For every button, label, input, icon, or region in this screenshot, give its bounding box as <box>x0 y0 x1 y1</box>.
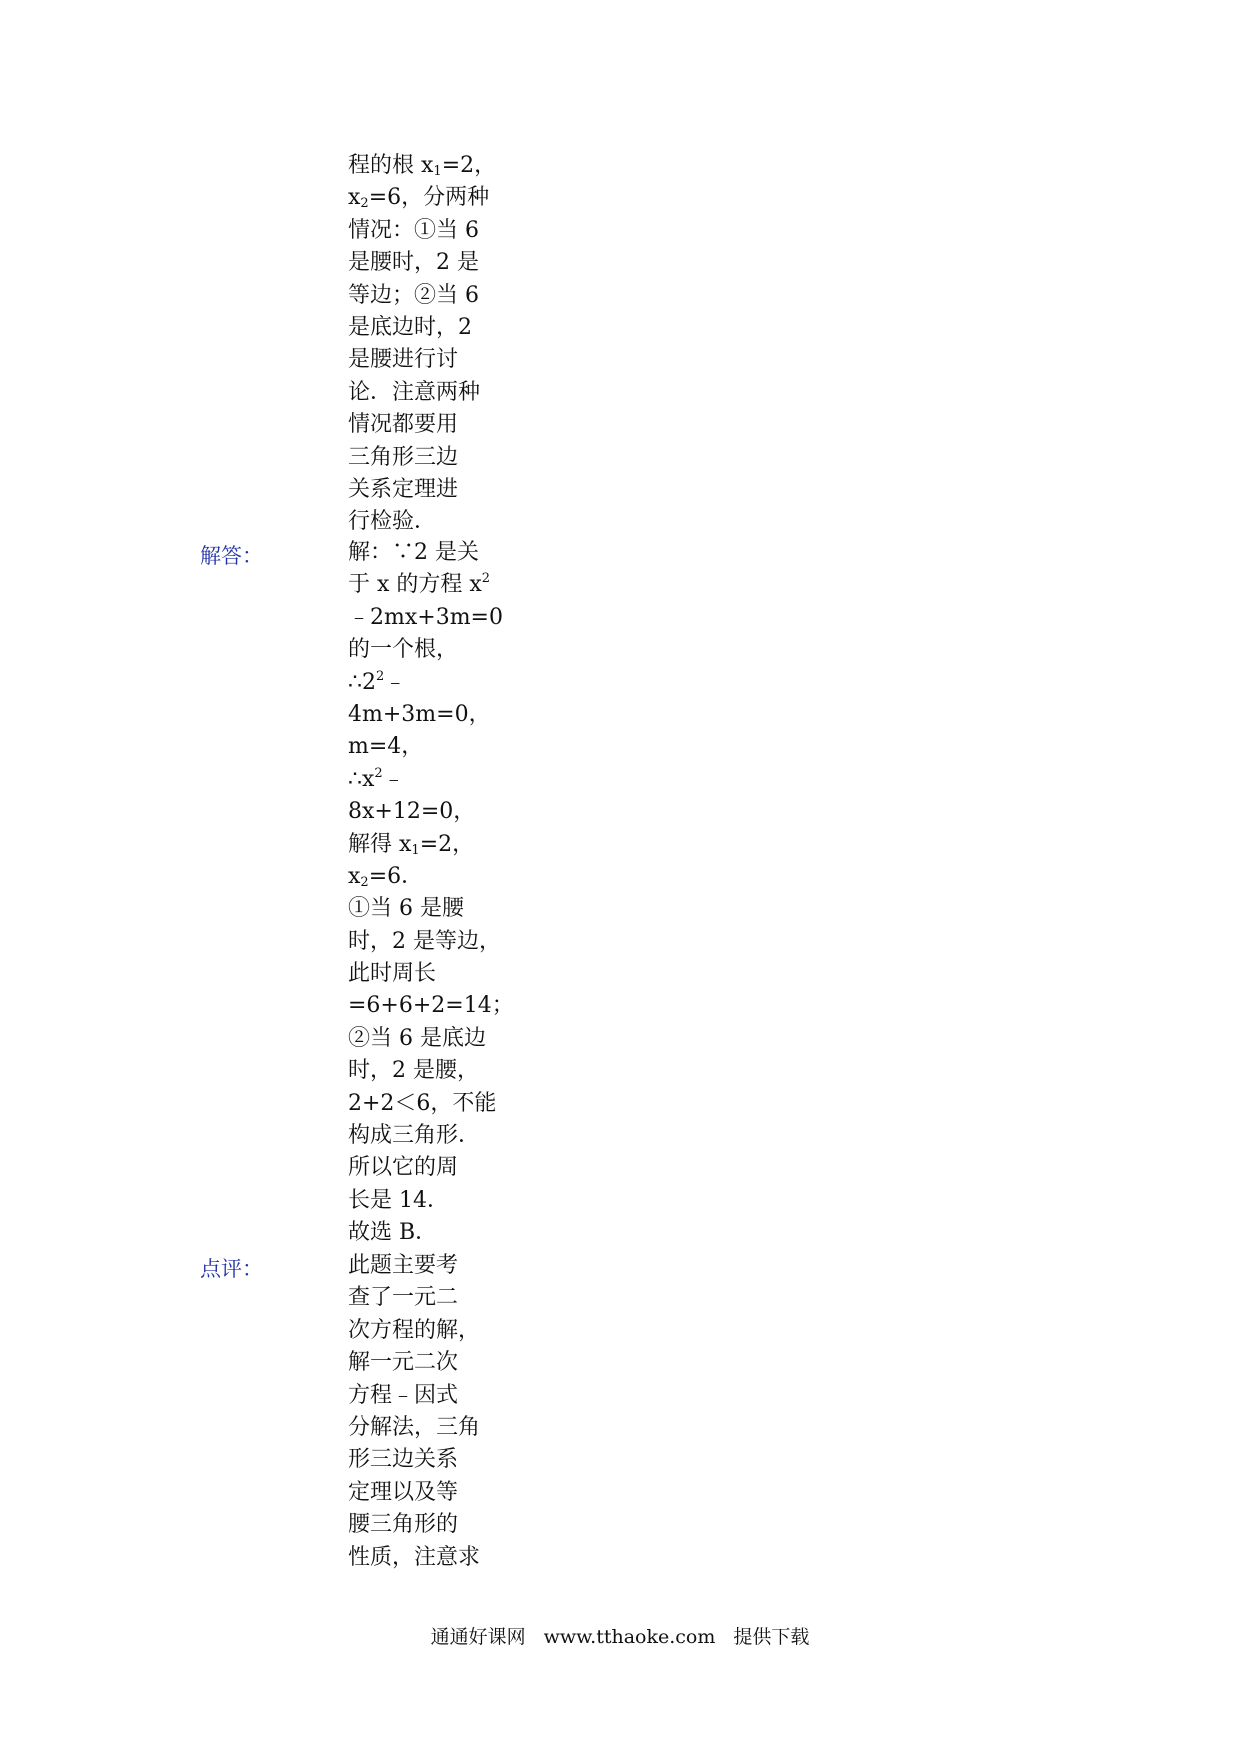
text-line: 故选 B． <box>348 1220 438 1246</box>
text-line: 是腰时，2 是 <box>348 250 479 276</box>
text-line: 是底边时，2 <box>348 314 472 340</box>
footer-note: 提供下载 <box>733 1626 810 1648</box>
text-line: 的一个根， <box>348 637 459 663</box>
text-line: $x_2=6$，分两种 <box>348 185 490 212</box>
text-line: 三角形三边 <box>348 444 459 470</box>
text-line: $\therefore 2^2﹣$ <box>348 668 407 695</box>
text-line: 次方程的解， <box>348 1317 481 1343</box>
text-line: 腰三角形的 <box>348 1512 459 1538</box>
text-line: 于 x 的方程 $x^2$ <box>348 571 491 598</box>
text-line: 所以它的周 <box>348 1155 459 1181</box>
text-line: 形三边关系 <box>348 1447 459 1473</box>
text-line: 时，2 是等边， <box>348 928 501 954</box>
text-line: 解一元二次 <box>348 1350 459 1376</box>
text-line: 等边；②当 6 <box>348 282 479 308</box>
text-line: 构成三角形． <box>348 1123 481 1149</box>
text-line: 方程﹣因式 <box>348 1382 459 1408</box>
text-line: 长是 14． <box>348 1187 449 1213</box>
text-line: 此题主要考 <box>348 1253 459 1278</box>
text-line: 论．注意两种 <box>348 379 481 405</box>
text-line: $x_2=6$． <box>348 863 424 890</box>
text-line: 4m+3m=0， <box>348 701 491 727</box>
text-line: =6+6+2=14； <box>348 993 514 1019</box>
text-line: 8x+12=0， <box>348 799 476 825</box>
text-line: 关系定理进 <box>348 476 459 502</box>
page-footer <box>0 1622 1240 1649</box>
footer-site-name: 通通好课网 <box>430 1626 526 1648</box>
text-line: ﹣2mx+3m=0 <box>348 604 503 630</box>
text-line: $\therefore x^2﹣$ <box>348 765 405 792</box>
text-line: 是腰进行讨 <box>348 347 459 373</box>
text-line: 程的根 $x_1=2$， <box>348 153 497 179</box>
text-line: 解：∵2 是关 <box>348 540 479 565</box>
analysis-block <box>348 150 498 539</box>
text-line: 情况：①当 6 <box>348 217 479 243</box>
text-line: 性质，注意求 <box>348 1544 481 1570</box>
text-line: 行检验． <box>348 509 437 535</box>
text-line: 查了一元二 <box>348 1285 459 1311</box>
answer-label: 解答： <box>200 544 263 568</box>
answer-block <box>348 537 514 1250</box>
text-line: 情况都要用 <box>348 412 459 438</box>
comment-block <box>348 1250 498 1574</box>
text-line: ①当 6 是腰 <box>348 896 464 922</box>
text-line: 时，2 是腰， <box>348 1058 479 1084</box>
text-line: ②当 6 是底边 <box>348 1025 486 1051</box>
text-line: 此时周长 <box>348 961 437 987</box>
text-line: m=4， <box>348 734 424 760</box>
comment-label: 点评： <box>200 1257 263 1281</box>
text-line: 分解法，三角 <box>348 1414 481 1440</box>
text-line: 2+2＜6，不能 <box>348 1090 497 1116</box>
text-line: 定理以及等 <box>348 1479 459 1505</box>
text-line: 解得 $x_1=2$， <box>348 831 475 858</box>
footer-url: www.tthaoke.com <box>543 1626 716 1648</box>
